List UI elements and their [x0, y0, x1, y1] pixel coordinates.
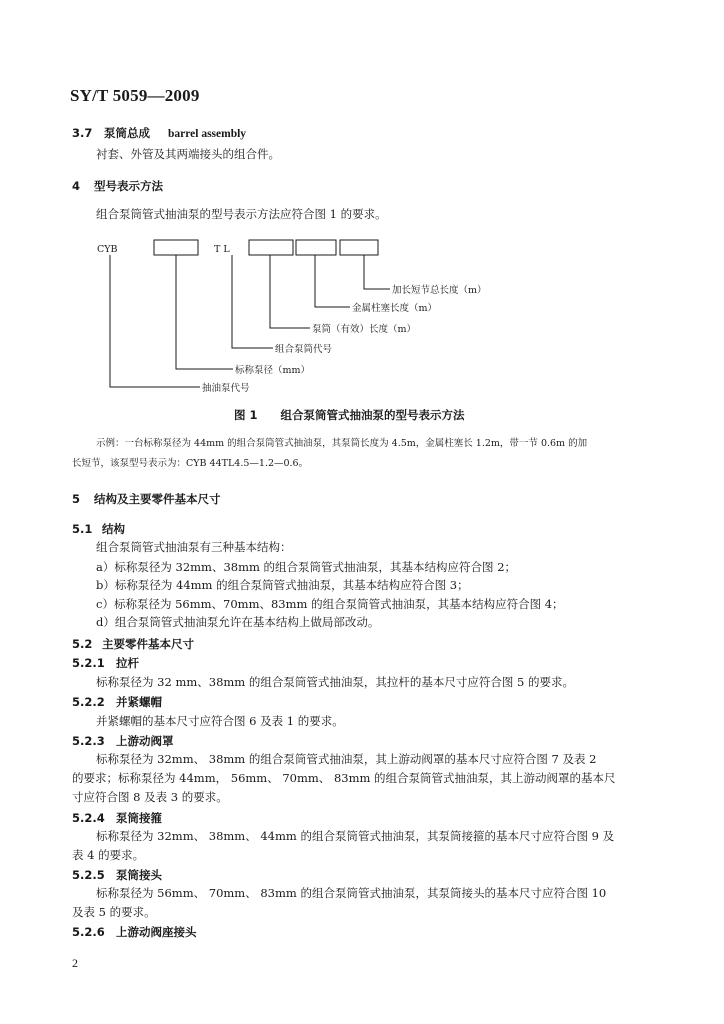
section-title: 泵筒接箍: [116, 811, 162, 825]
paragraph-5-2-4-line: 标称泵径为 32mm、 38mm、 44mm 的组合泵筒管式抽油泵，其泵筒接箍的基本尺寸应符合图 9 及: [96, 829, 615, 843]
section-number: 5: [72, 492, 81, 506]
example-line-1: 示例：一台标称泵径为 44mm 的组合泵筒管式抽油泵，其泵筒长度为 4.5m，金属柱塞长 1.2m，带一节 0.6m 的加: [96, 438, 588, 449]
callout-barrel-length: 泵筒（有效）长度（m）: [312, 324, 417, 335]
paragraph-5-2-3-line: 的要求；标称泵径为 44mm， 56mm、 70mm、 83mm 的组合泵筒管式抽油泵，其上游动阀罩的基本尺: [72, 771, 616, 785]
list-item-c: c）标称泵径为 56mm、70mm、83mm 的组合泵筒管式抽油泵，其基本结构应符合图 4；: [96, 597, 564, 611]
section-number: 5.2.4: [72, 811, 105, 825]
section-number: 5.2.1: [72, 656, 105, 670]
section-title: 并紧螺帽: [116, 695, 162, 709]
section-title: 泵筒总成: [104, 126, 150, 140]
paragraph-5-2-5-line: 及表 5 的要求。: [72, 905, 156, 919]
paragraph-4: 组合泵筒管式抽油泵的型号表示方法应符合图 1 的要求。: [96, 207, 387, 221]
section-title: 结构及主要零件基本尺寸: [94, 492, 221, 506]
section-title: 主要零件基本尺寸: [102, 637, 194, 651]
section-title: 拉杆: [116, 656, 139, 670]
section-number: 3.7: [72, 126, 93, 140]
page-number: 2: [72, 956, 78, 970]
section-title: 型号表示方法: [94, 179, 163, 193]
heading-5-2-5: [72, 867, 162, 883]
heading-5-2-2: [72, 694, 162, 710]
figure-caption: 图 1 组合泵筒管式抽油泵的型号表示方法: [234, 408, 465, 422]
paragraph-5-2-2: 并紧螺帽的基本尺寸应符合图 6 及表 1 的要求。: [96, 714, 344, 728]
paragraph-5-1-line: 组合泵筒管式抽油泵有三种基本结构：: [96, 540, 292, 554]
paragraph-5-2-3-line: 标称泵径为 32mm、 38mm 的组合泵筒管式抽油泵，其上游动阀罩的基本尺寸应符合图 7 及表 2: [96, 752, 597, 766]
section-number: 5.1: [72, 522, 93, 536]
section-title: 泵筒接头: [116, 868, 162, 882]
box-nominal-diameter: [154, 240, 198, 255]
heading-5-2-4: [72, 810, 162, 826]
paragraph-5-2-3-line: 寸应符合图 8 及表 3 的要求。: [72, 790, 228, 804]
box-extension-length: [340, 240, 378, 255]
list-item-b: b）标称泵径为 44mm 的组合泵筒管式抽油泵，其基本结构应符合图 3；: [96, 578, 469, 592]
callout-plunger-length: 金属柱塞长度（m）: [352, 303, 438, 314]
callout-extension-length: 加长短节总长度（m）: [392, 285, 487, 296]
callout-barrel-code: 组合泵筒代号: [275, 344, 333, 355]
callout-nominal-diameter: 标称泵径（mm）: [235, 365, 311, 376]
paragraph-3-7: 衬套、外管及其两端接头的组合件。: [96, 147, 280, 161]
leader-pump-code: [110, 255, 200, 387]
section-title-en: barrel assembly: [168, 128, 247, 140]
leader-extension-length: [364, 255, 390, 289]
paragraph-5-2-1: 标称泵径为 32 mm、38mm 的组合泵筒管式抽油泵，其拉杆的基本尺寸应符合图 5 的要求。: [96, 675, 574, 689]
paragraph-5-2-5-line: 标称泵径为 56mm、 70mm、 83mm 的组合泵筒管式抽油泵，其泵筒接头的基本尺寸应符合图 10: [96, 886, 607, 900]
leader-plunger-length: [315, 255, 350, 307]
section-title: 结构: [102, 522, 125, 536]
tl-label: T L: [214, 244, 230, 255]
section-number: 5.2: [72, 637, 93, 651]
example-line-2: 长短节，该泵型号表示为：CYB 44TL4.5—1.2—0.6。: [72, 458, 309, 469]
leader-barrel-length: [270, 255, 310, 328]
cyb-label: CYB: [97, 244, 118, 255]
standard-code: SY/T 5059—2009: [70, 86, 200, 105]
section-number: 5.2.6: [72, 925, 105, 939]
leader-barrel-code: [232, 255, 273, 348]
section-number: 5.2.5: [72, 868, 105, 882]
section-number: 4: [72, 179, 81, 193]
heading-5-2-1: [72, 655, 139, 671]
heading-5-2-6: [72, 924, 197, 940]
section-title: 上游动阀座接头: [116, 925, 197, 939]
box-barrel-length: [249, 240, 293, 255]
callout-pump-code: 抽油泵代号: [202, 383, 250, 394]
section-number: 5.2.2: [72, 695, 105, 709]
heading-5-2-3: [72, 733, 174, 749]
section-title: 上游动阀罩: [116, 734, 174, 748]
heading-5-1: [72, 521, 125, 537]
list-item-d: d）组合泵筒管式抽油泵允许在基本结构上做局部改动。: [96, 615, 380, 629]
box-plunger-length: [296, 240, 336, 255]
list-item-a: a）标称泵径为 32mm、38mm 的组合泵筒管式抽油泵，其基本结构应符合图 2；: [96, 560, 517, 574]
heading-5-2: [72, 636, 194, 652]
model-designation-diagram: [0, 0, 724, 420]
paragraph-5-2-4-line: 表 4 的要求。: [72, 848, 145, 862]
leader-nominal-diameter: [176, 255, 233, 369]
section-number: 5.2.3: [72, 734, 105, 748]
heading-5: [72, 491, 221, 507]
